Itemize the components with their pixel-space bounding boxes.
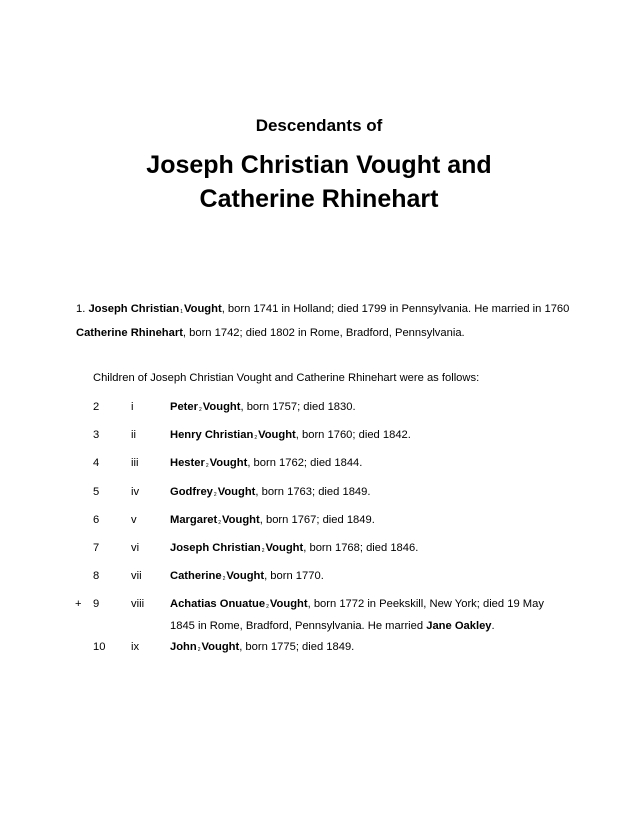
child-name: Godfrey: [170, 486, 213, 498]
child-number: 10: [93, 641, 106, 653]
child-roman-numeral: iii: [131, 457, 139, 469]
child-name: Catherine: [170, 570, 222, 582]
intro-number: 1.: [76, 303, 86, 315]
child-description: [170, 595, 565, 636]
child-generation: 2: [197, 647, 201, 653]
child-surname: Vought: [258, 429, 296, 441]
child-description: [170, 539, 565, 561]
child-name: Margaret: [170, 514, 218, 526]
child-surname: Vought: [202, 401, 241, 413]
intro-spouse-details: , born 1742; died 1802 in Rome, Bradford, Pennsylvania.: [182, 327, 465, 339]
child-roman-numeral: v: [131, 514, 137, 526]
children-heading: Children of Joseph Christian Vought and Catherine Rhinehart were as follows:: [93, 372, 480, 384]
child-surname: Vought: [269, 598, 308, 610]
child-generation: 2: [222, 576, 226, 582]
child-spouse-prefix: He married: [367, 620, 427, 632]
intro-name: Joseph Christian: [88, 303, 180, 315]
child-descendant-marker: +: [75, 598, 82, 610]
child-description: [170, 454, 565, 476]
child-surname: Vought: [209, 457, 248, 469]
page-title: Joseph Christian Vought and Catherine Rhinehart: [146, 151, 492, 213]
child-details: , born 1775; died 1849.: [239, 641, 355, 653]
child-details: , born 1760; died 1842.: [295, 429, 411, 441]
child-name: Peter: [170, 401, 198, 413]
child-roman-numeral: viii: [131, 598, 145, 610]
child-generation: 2: [205, 463, 209, 469]
child-name: Henry Christian: [170, 429, 254, 441]
child-generation: 2: [266, 604, 269, 610]
child-roman-numeral: i: [131, 401, 134, 413]
intro-generation: 1: [180, 309, 183, 315]
child-tail: .: [491, 620, 495, 632]
child-roman-numeral: ix: [131, 641, 140, 653]
child-surname: Vought: [226, 570, 265, 582]
child-surname: Vought: [201, 641, 240, 653]
intro-paragraph: [76, 299, 576, 344]
child-generation: 2: [213, 492, 217, 498]
child-details: , born 1772 in Peekskill, New York; died 19 May 1845 in Rome, Bradford, Pennsylvania.: [170, 598, 544, 632]
child-details: , born 1762; died 1844.: [247, 457, 363, 469]
intro-details: , born 1741 in Holland; died 1799 in Pennsylvania. He married in 1760: [221, 303, 570, 315]
child-roman-numeral: vii: [131, 570, 142, 582]
child-number: 4: [93, 457, 100, 469]
child-description: [170, 426, 565, 448]
child-number: 2: [93, 401, 100, 413]
child-details: , born 1763; died 1849.: [255, 486, 371, 498]
child-description: [170, 567, 565, 589]
child-details: , born 1768; died 1846.: [303, 542, 419, 554]
child-details: , born 1770.: [264, 570, 324, 582]
child-generation: 2: [261, 548, 265, 554]
child-generation: 2: [199, 407, 202, 413]
child-description: [170, 511, 565, 533]
child-roman-numeral: ii: [131, 429, 136, 441]
child-spouse: Jane Oakley: [426, 620, 492, 632]
child-name: Joseph Christian: [170, 542, 261, 554]
child-generation: 2: [218, 520, 222, 526]
child-name: John: [170, 641, 197, 653]
child-number: 5: [93, 486, 100, 498]
child-details: , born 1767; died 1849.: [259, 514, 375, 526]
child-surname: Vought: [265, 542, 304, 554]
child-name: Hester: [170, 457, 205, 469]
child-number: 7: [93, 542, 100, 554]
child-number: 3: [93, 429, 100, 441]
child-roman-numeral: iv: [131, 486, 140, 498]
child-surname: Vought: [222, 514, 260, 526]
child-number: 9: [93, 598, 100, 610]
child-name: Achatias Onuatue: [170, 598, 266, 610]
child-number: 6: [93, 514, 100, 526]
child-surname: Vought: [217, 486, 256, 498]
child-description: [170, 638, 565, 660]
intro-spouse: Catherine Rhinehart: [76, 327, 183, 339]
child-generation: 2: [254, 435, 258, 441]
page-subtitle: Descendants of: [255, 116, 383, 135]
child-number: 8: [93, 570, 100, 582]
child-description: [170, 483, 565, 505]
child-details: , born 1757; died 1830.: [240, 401, 356, 413]
child-roman-numeral: vi: [131, 542, 140, 554]
intro-surname: Vought: [184, 303, 222, 315]
child-description: [170, 398, 565, 420]
